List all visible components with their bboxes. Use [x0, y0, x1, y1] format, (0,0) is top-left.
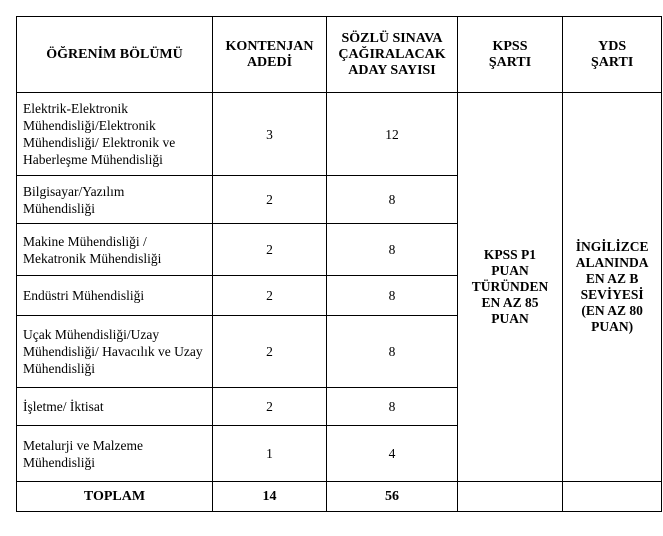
quota-cell: 2	[213, 316, 327, 388]
candidates-cell: 8	[327, 388, 458, 426]
total-row	[17, 482, 662, 512]
quota-cell: 2	[213, 176, 327, 224]
header-quota: KONTENJAN ADEDİ	[213, 17, 327, 93]
quota-table-container	[16, 16, 662, 512]
total-label: TOPLAM	[17, 482, 213, 512]
department-cell: Bilgisayar/Yazılım Mühendisliği	[17, 176, 213, 224]
quota-cell: 3	[213, 93, 327, 176]
header-kpss: KPSS ŞARTI	[458, 17, 563, 93]
total-candidates: 56	[327, 482, 458, 512]
quota-cell: 2	[213, 224, 327, 276]
quota-cell: 1	[213, 426, 327, 482]
header-row	[17, 17, 662, 93]
total-quota: 14	[213, 482, 327, 512]
table-row	[17, 93, 662, 176]
department-cell: Elektrik-Elektronik Mühendisliği/Elektronik Mühendisliği/ Elektronik ve Haberleşme Mühendisliği	[17, 93, 213, 176]
department-cell: Makine Mühendisliği / Mekatronik Mühendisliği	[17, 224, 213, 276]
department-cell: Metalurji ve Malzeme Mühendisliği	[17, 426, 213, 482]
quota-cell: 2	[213, 388, 327, 426]
candidates-cell: 8	[327, 276, 458, 316]
department-cell: İşletme/ İktisat	[17, 388, 213, 426]
department-cell: Endüstri Mühendisliği	[17, 276, 213, 316]
candidates-cell: 8	[327, 176, 458, 224]
header-department: ÖĞRENİM BÖLÜMÜ	[17, 17, 213, 93]
candidates-cell: 12	[327, 93, 458, 176]
total-kpss-empty	[458, 482, 563, 512]
candidates-cell: 4	[327, 426, 458, 482]
header-yds: YDS ŞARTI	[563, 17, 662, 93]
candidates-cell: 8	[327, 224, 458, 276]
quota-cell: 2	[213, 276, 327, 316]
header-candidates: SÖZLÜ SINAVA ÇAĞIRALACAK ADAY SAYISI	[327, 17, 458, 93]
yds-requirement-cell: İNGİLİZCE ALANINDA EN AZ B SEVİYESİ (EN AZ 80 PUAN)	[563, 93, 662, 482]
quota-table	[16, 16, 662, 512]
candidates-cell: 8	[327, 316, 458, 388]
department-cell: Uçak Mühendisliği/Uzay Mühendisliği/ Havacılık ve Uzay Mühendisliği	[17, 316, 213, 388]
total-yds-empty	[563, 482, 662, 512]
kpss-requirement-cell: KPSS P1 PUAN TÜRÜNDEN EN AZ 85 PUAN	[458, 93, 563, 482]
